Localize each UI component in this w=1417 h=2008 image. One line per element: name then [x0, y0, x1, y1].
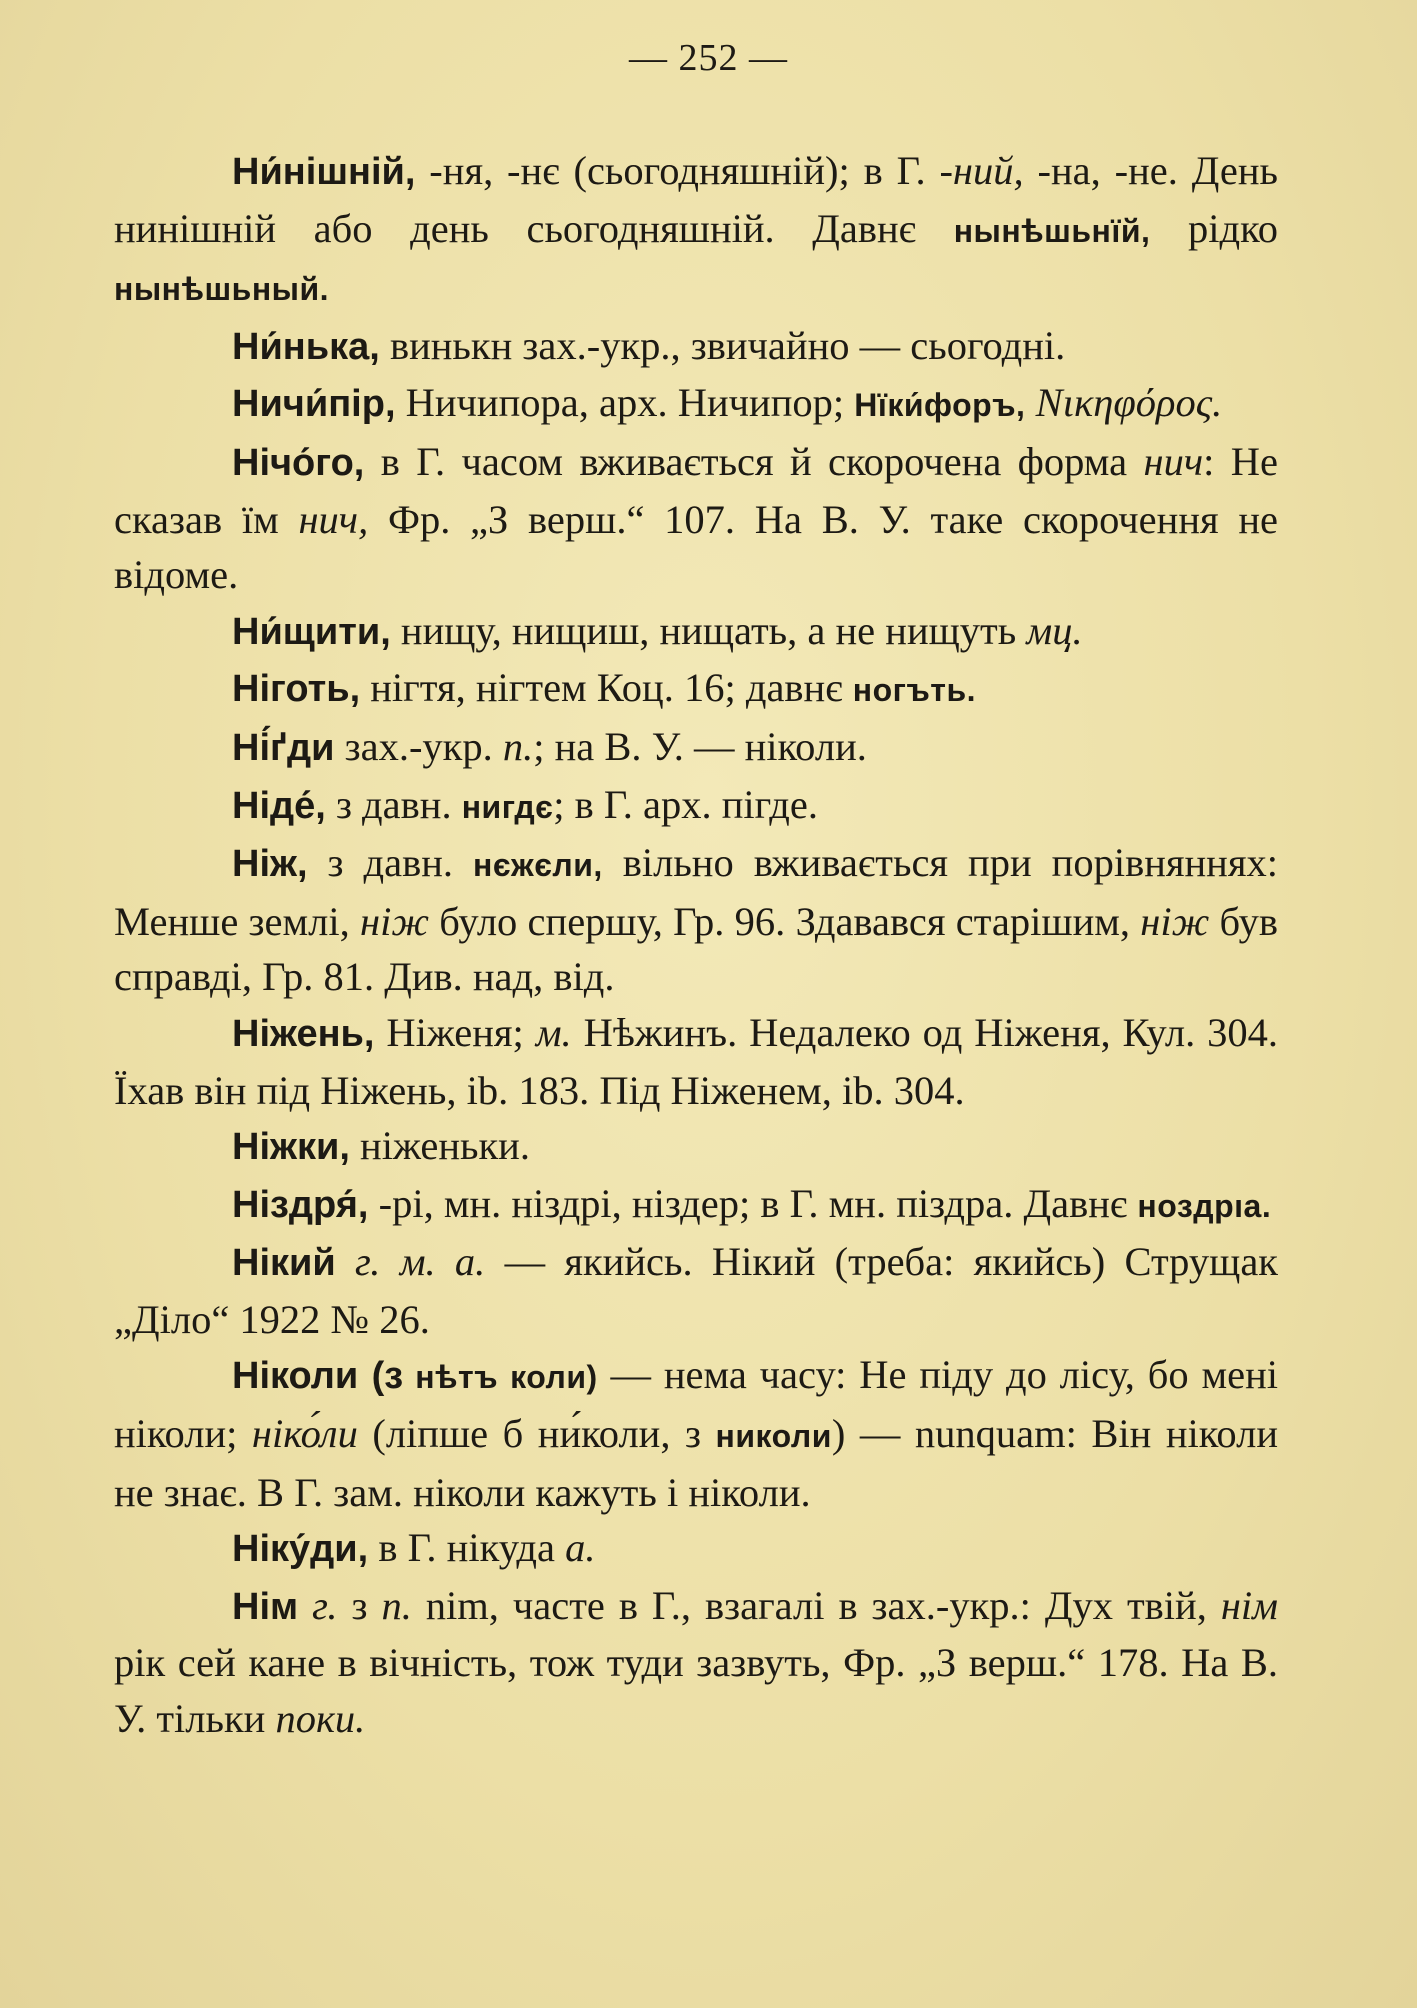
headword: Нічо́го, — [232, 441, 365, 484]
entry-nikyi: Нікий г. м. а. — якийсь. Нікий (треба: якийсь) Струщак „Діло“ 1922 № 26. — [114, 1239, 1278, 1342]
entry-nyshchyty: Ни́щити, нищу, нищиш, нищать, а не нищуть мц. — [232, 607, 1083, 653]
dictionary-text — [114, 143, 1278, 1747]
headword: Ни́нька, — [232, 325, 380, 368]
entry-ninishnii: Ни́нішній, -ня, -нє (сьогодняшній); в Г. -ний, -на, -не. День нинішній або день сьогодняшній. Давнє нынѣшьнїй, рідко нынѣшьный. — [114, 148, 1278, 308]
entry-nizdria: Ніздря́, -рі, мн. ніздрі, ніздер; в Г. мн. піздра. Давнє ноздрıа. — [232, 1180, 1272, 1226]
old-form: нынѣшьный. — [114, 271, 330, 308]
entry-nichogo: Нічо́го, в Г. часом вживається й скорочена форма нич: Не сказав їм нич, Фр. „З верш.“ 107. На В. У. таке скорочення не відоме. — [114, 438, 1279, 598]
entry-nigdy: Ні́ґди зах.-укр. п.; на В. У. — ніколи. — [232, 723, 867, 769]
old-form: нѣтъ коли) — [403, 1359, 598, 1396]
entry-nychypir: Ничи́пір, Ничипора, арх. Ничипор; Нїки́форъ, Νικηφόρος. — [232, 380, 1223, 426]
old-form: нынѣшьнїй, — [953, 212, 1151, 249]
old-form: нєжєли, — [473, 847, 603, 884]
greek-form: Νικηφόρος. — [1035, 380, 1223, 426]
old-form: ногъть. — [852, 672, 976, 709]
headword: Ничи́пір, — [232, 383, 396, 426]
entry-nizhky: Ніжки, ніженьки. — [232, 1123, 530, 1169]
old-form: ноздрıа. — [1137, 1187, 1272, 1224]
headword: Ніжень, — [232, 1012, 375, 1055]
headword: Ніж, — [232, 843, 308, 886]
entry-nigot: Ніготь, нігтя, нігтем Коц. 16; давнє ногъть. — [232, 665, 976, 711]
page-number: — 252 — — [629, 37, 788, 79]
entry-nikoly: Ніколи (з нѣтъ коли) — нема часу: Не піду до лісу, бо мені ніколи; ніко́ли (ліпше б ни́коли, з николи) — nunquam: Він ніколи не знає. В Г. зам. ніколи кажуть і ніколи. — [114, 1352, 1278, 1515]
entry-nikudy: Ніку́ди, в Г. нікуда а. — [232, 1525, 596, 1571]
headword: Ніде́, — [232, 784, 326, 827]
entry-nim: Нім г. з п. nim, часте в Г., взагалі в зах.-укр.: Дух твій, нім рік сей кане в вічність, тож туди зазвуть, Фр. „З верш.“ 178. На В. У. тільки поки. — [114, 1582, 1279, 1742]
entry-nizh: Ніж, з давн. нєжєли, вільно вживається при порівняннях: Менше землі, ніж було спершу, Гр. 96. Здавався старішим, ніж був справді, Гр. 81. Див. над, від. — [114, 840, 1278, 1000]
headword: Ні́ґди — [232, 726, 335, 769]
headword: Ни́нішній, — [232, 151, 416, 193]
headword: Ніжки, — [232, 1126, 350, 1169]
entry-ninka: Ни́нька, винькн зах.-укр., звичайно — сьогодні. — [232, 322, 1066, 368]
headword: Нім — [232, 1585, 299, 1628]
headword: Ни́щити, — [232, 610, 391, 653]
old-form: Нїки́форъ, — [854, 387, 1026, 424]
headword: Ніку́ди, — [232, 1528, 369, 1571]
headword: Ніготь, — [232, 668, 361, 711]
headword: Нікий — [232, 1242, 336, 1285]
old-form: нигдє — [461, 788, 554, 825]
entry-nide: Ніде́, з давн. нигдє; в Г. арх. пігде. — [232, 781, 818, 827]
old-form: николи — [715, 1418, 832, 1455]
headword: Ніколи (з — [232, 1355, 404, 1398]
entry-nizhen: Ніжень, Ніженя; м. Нѣжинъ. Недалеко од Ніженя, Кул. 304. Їхав він під Ніжень, ib. 183. Під Ніженем, ib. 304. — [114, 1009, 1278, 1113]
headword: Ніздря́, — [232, 1183, 369, 1226]
